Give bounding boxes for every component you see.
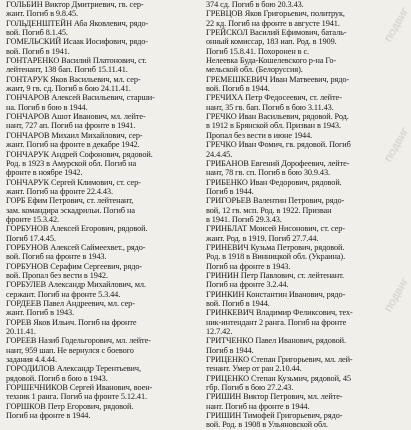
- text-line: гбр. Погиб в бою 27.2.43.: [206, 383, 294, 393]
- text-line: ГОРШКОВ Петр Егорович, рядовой.: [6, 401, 134, 411]
- text-line: нант, 959 шап. Не вернулся с боевого: [6, 345, 134, 355]
- text-line: ГОНЧАРОВ Ашот Иванович, мл. лейте-: [6, 112, 146, 122]
- text-line: ГРЕЧИХА Петр Федосеевич, ст. лейте-: [206, 93, 342, 103]
- text-line: ГРЕЧКО Иван Фомич, гв. рядовой. Погиб: [206, 140, 351, 150]
- right-column: [206, 0, 411, 430]
- text-line: тенант. Умер от ран 2.10.44.: [206, 364, 302, 374]
- text-line: ГОНЧАРОВ Алексей Васильевич, старши-: [6, 93, 155, 103]
- text-line: ГРИБЕНКО Иван Федорович, рядовой.: [206, 177, 342, 187]
- text-line: онный комиссар, 183 иап. Род. в 1909.: [206, 37, 337, 47]
- text-line: ГРИНКИН Константин Иванович, рядо-: [206, 289, 346, 299]
- text-line: жант. Погиб в 1943.: [6, 308, 75, 318]
- text-line: Род. в 1918 в Винницкой обл. (Украина).: [206, 252, 346, 262]
- text-line: рядовой. Погиб в бою в 1943.: [6, 373, 108, 383]
- text-line: ГРИЦЕНКО Степан Григорьевич, мл. лей-: [206, 355, 353, 365]
- text-line: жант. Погиб на фронте в декабре 1942.: [6, 140, 140, 150]
- text-line: ГОРДЕЕВ Павел Андреевич, мл. сер-: [6, 299, 135, 308]
- text-line: ГОРШЕЧНИКОВ Сергей Иванович, воен-: [6, 383, 153, 393]
- text-line: ГОНЧАРУК Сергей Климович, ст. сер-: [6, 177, 141, 187]
- text-line: ГРЕВЦОВ Яков Григорьевич, политрук,: [206, 9, 345, 19]
- text-line: на. Погиб в бою в 1944.: [6, 102, 88, 112]
- text-line: ГОЛЬБИН Виктор Дмитриевич, гв. сер-: [6, 0, 144, 9]
- text-line: ГОРЕЕВ Назиб Годельгорович, мл. лейте-: [6, 336, 151, 346]
- text-line: ник-интендант 2 ранга. Погиб на фронте: [206, 317, 347, 327]
- watermark: ПОДВИГ: [383, 125, 411, 164]
- text-line: Погиб на фронте в 1944.: [6, 411, 91, 421]
- text-line: ГРИБАНОВ Евгений Дорофеевич, лейте-: [206, 158, 350, 168]
- text-line: Погиб 17.4.45.: [6, 233, 56, 243]
- text-line: в 1941. Погиб 29.3.43.: [206, 214, 282, 224]
- text-line: ГОРБУНОВ Алексей Егорович, рядовой.: [6, 224, 148, 234]
- text-line: нант, 78 гв. сп. Погиб в бою 30.9.43.: [206, 168, 331, 178]
- text-line: Погиб на фронте 3.2.44.: [206, 280, 289, 290]
- text-line: ГОНЧАРУК Андрей Софонович, рядовой.: [6, 149, 153, 159]
- text-line: ГОНТАРЕНКО Василий Платонович, ст.: [6, 56, 147, 66]
- text-line: вой. Погиб 8.1.45.: [6, 28, 68, 38]
- text-line: жант. Погиб на фронте 22.4.43.: [6, 186, 113, 196]
- text-line: фронте 15.3.42.: [6, 214, 59, 224]
- text-line: 20.11.41.: [6, 327, 36, 337]
- text-line: вой. Погиб в 1944.: [206, 299, 270, 308]
- text-line: ГРЕЧКО Иван Васильевич, рядовой. Род.: [206, 112, 349, 122]
- text-line: Нелеевка Буда-Кошелевского р-на Го-: [206, 56, 337, 66]
- text-line: задания 4.4.44.: [6, 355, 57, 365]
- watermark: ПОДВИГ: [383, 275, 411, 314]
- text-line: 374 сд. Погиб в бою 20.3.43.: [206, 0, 304, 9]
- text-line: вой. Погиб в 1941.: [6, 46, 70, 56]
- text-line: ГРИТЧЕНКО Павел Иванович, рядовой.: [206, 336, 346, 346]
- text-line: ГОРБУНОВ Алексей Саймеехвет., рядо-: [6, 242, 146, 252]
- text-line: вой. Погиб в 1944.: [206, 84, 270, 94]
- text-line: ГРИНИН Петр Павлович, ст. лейтенант.: [206, 270, 344, 280]
- text-line: нант, 727 ап. Погиб на фронте в 1941.: [6, 121, 136, 131]
- watermark: ПОДВИГ: [383, 5, 411, 44]
- text-line: ГОРЕВ Яков Ильич. Погиб на фронте: [6, 317, 137, 327]
- text-line: 22 кд. Погиб на фронте в августе 1941.: [206, 18, 340, 28]
- text-line: нант. Погиб на фронте в 1944.: [206, 401, 310, 411]
- text-line: ГОЛЬДЕНШТЕЙН Аба Яковлевич, рядо-: [6, 18, 149, 28]
- text-line: ГОРБУЛЕВ Александр Михайлович, мл.: [6, 280, 146, 290]
- text-line: ГОРБ Ефим Петрович, ст. лейтенант,: [6, 196, 134, 206]
- text-line: вой. Погиб на фронте в 1943.: [6, 252, 107, 262]
- text-line: сержант. Погиб на фронте 5.3.44.: [6, 289, 121, 299]
- text-line: Погиб в 1944.: [206, 186, 254, 196]
- text-line: ГОРБУНОВ Серафим Сергеевич, рядо-: [6, 261, 143, 271]
- text-line: фронте в ноябре 1942.: [6, 168, 83, 178]
- text-line: техник 1 ранга. Погиб на фронте 5.12.41.: [6, 392, 147, 402]
- text-line: Погиб 15.8.41. Похоронен в с.: [206, 46, 310, 56]
- text-line: Погиб в 1944.: [206, 345, 254, 355]
- text-line: лейтенант, 138 бап. Погиб 15.11.41.: [6, 65, 128, 75]
- text-line: ГОМЕЛЬСКИЙ Исаак Иосифович, рядо-: [6, 37, 148, 47]
- text-line: ГРЕЙСКОЛ Василий Ефимович, баталь-: [206, 28, 347, 38]
- text-line: жант, 9 гв. сд. Погиб в бою 24.11.41.: [6, 84, 131, 94]
- text-line: ГРИНКЕВИЧ Владимир Феликсович, тех-: [206, 308, 353, 318]
- text-line: Род. в 1923 в Амурской обл. Погиб на: [6, 158, 137, 168]
- text-line: 12.7.42.: [206, 327, 233, 337]
- text-line: ГОНТАРУК Яков Васильевич, мл. сер-: [6, 74, 141, 84]
- text-line: мельской обл. (Белоруссия).: [206, 65, 303, 75]
- text-line: Пропал без вести в июне 1944.: [206, 130, 313, 140]
- text-line: ГРИГОРЬЕВ Валентин Петрович, рядо-: [206, 196, 345, 206]
- text-line: зам. командира эскадрильи. Погиб на: [6, 205, 135, 215]
- text-line: ГОРОДИЛОВ Александр Терентьевич,: [6, 364, 141, 374]
- text-line: в 1912 в Брянской обл. Призван в 1943.: [206, 121, 341, 131]
- text-line: ГРИШИН Виктор Петрович, мл. лейте-: [206, 392, 343, 402]
- text-line: 24.4.45.: [206, 149, 233, 159]
- text-line: вой, 12 гв. мсп. Род. в 1922. Призван: [206, 205, 332, 215]
- left-column: [6, 0, 198, 420]
- text-line: ГРИШИН Тимофей Григорьевич, рядо-: [206, 411, 343, 421]
- text-line: жант. Погиб в 9.8.45.: [6, 9, 78, 19]
- text-line: ГРИНБЛАТ Моисей Нисонович, ст. сер-: [206, 224, 345, 234]
- text-line: вой. Пропал без вести в 1942.: [6, 270, 108, 280]
- text-line: вой. Род. в 1908 в Ульяновской обл.: [206, 420, 328, 430]
- text-line: ГОНЧАРОВ Михаил Михайлович, сер-: [6, 130, 143, 140]
- text-line: ГРИНЕВИЧ Кузьма Петрович, рядовой.: [206, 242, 345, 252]
- text-line: ГРИЦЕНКО Степан Кузьмич, рядовой, 45: [206, 373, 351, 383]
- text-line: Погиб на фронте в 1943.: [206, 261, 291, 271]
- text-line: нант, 35 гв. бап. Погиб в бою 3.11.43.: [206, 102, 334, 112]
- text-line: жант. Род. в 1919. Погиб 27.7.44.: [206, 233, 319, 243]
- text-line: ГРЕМЕШКЕВИЧ Иван Матвеевич, рядо-: [206, 74, 350, 84]
